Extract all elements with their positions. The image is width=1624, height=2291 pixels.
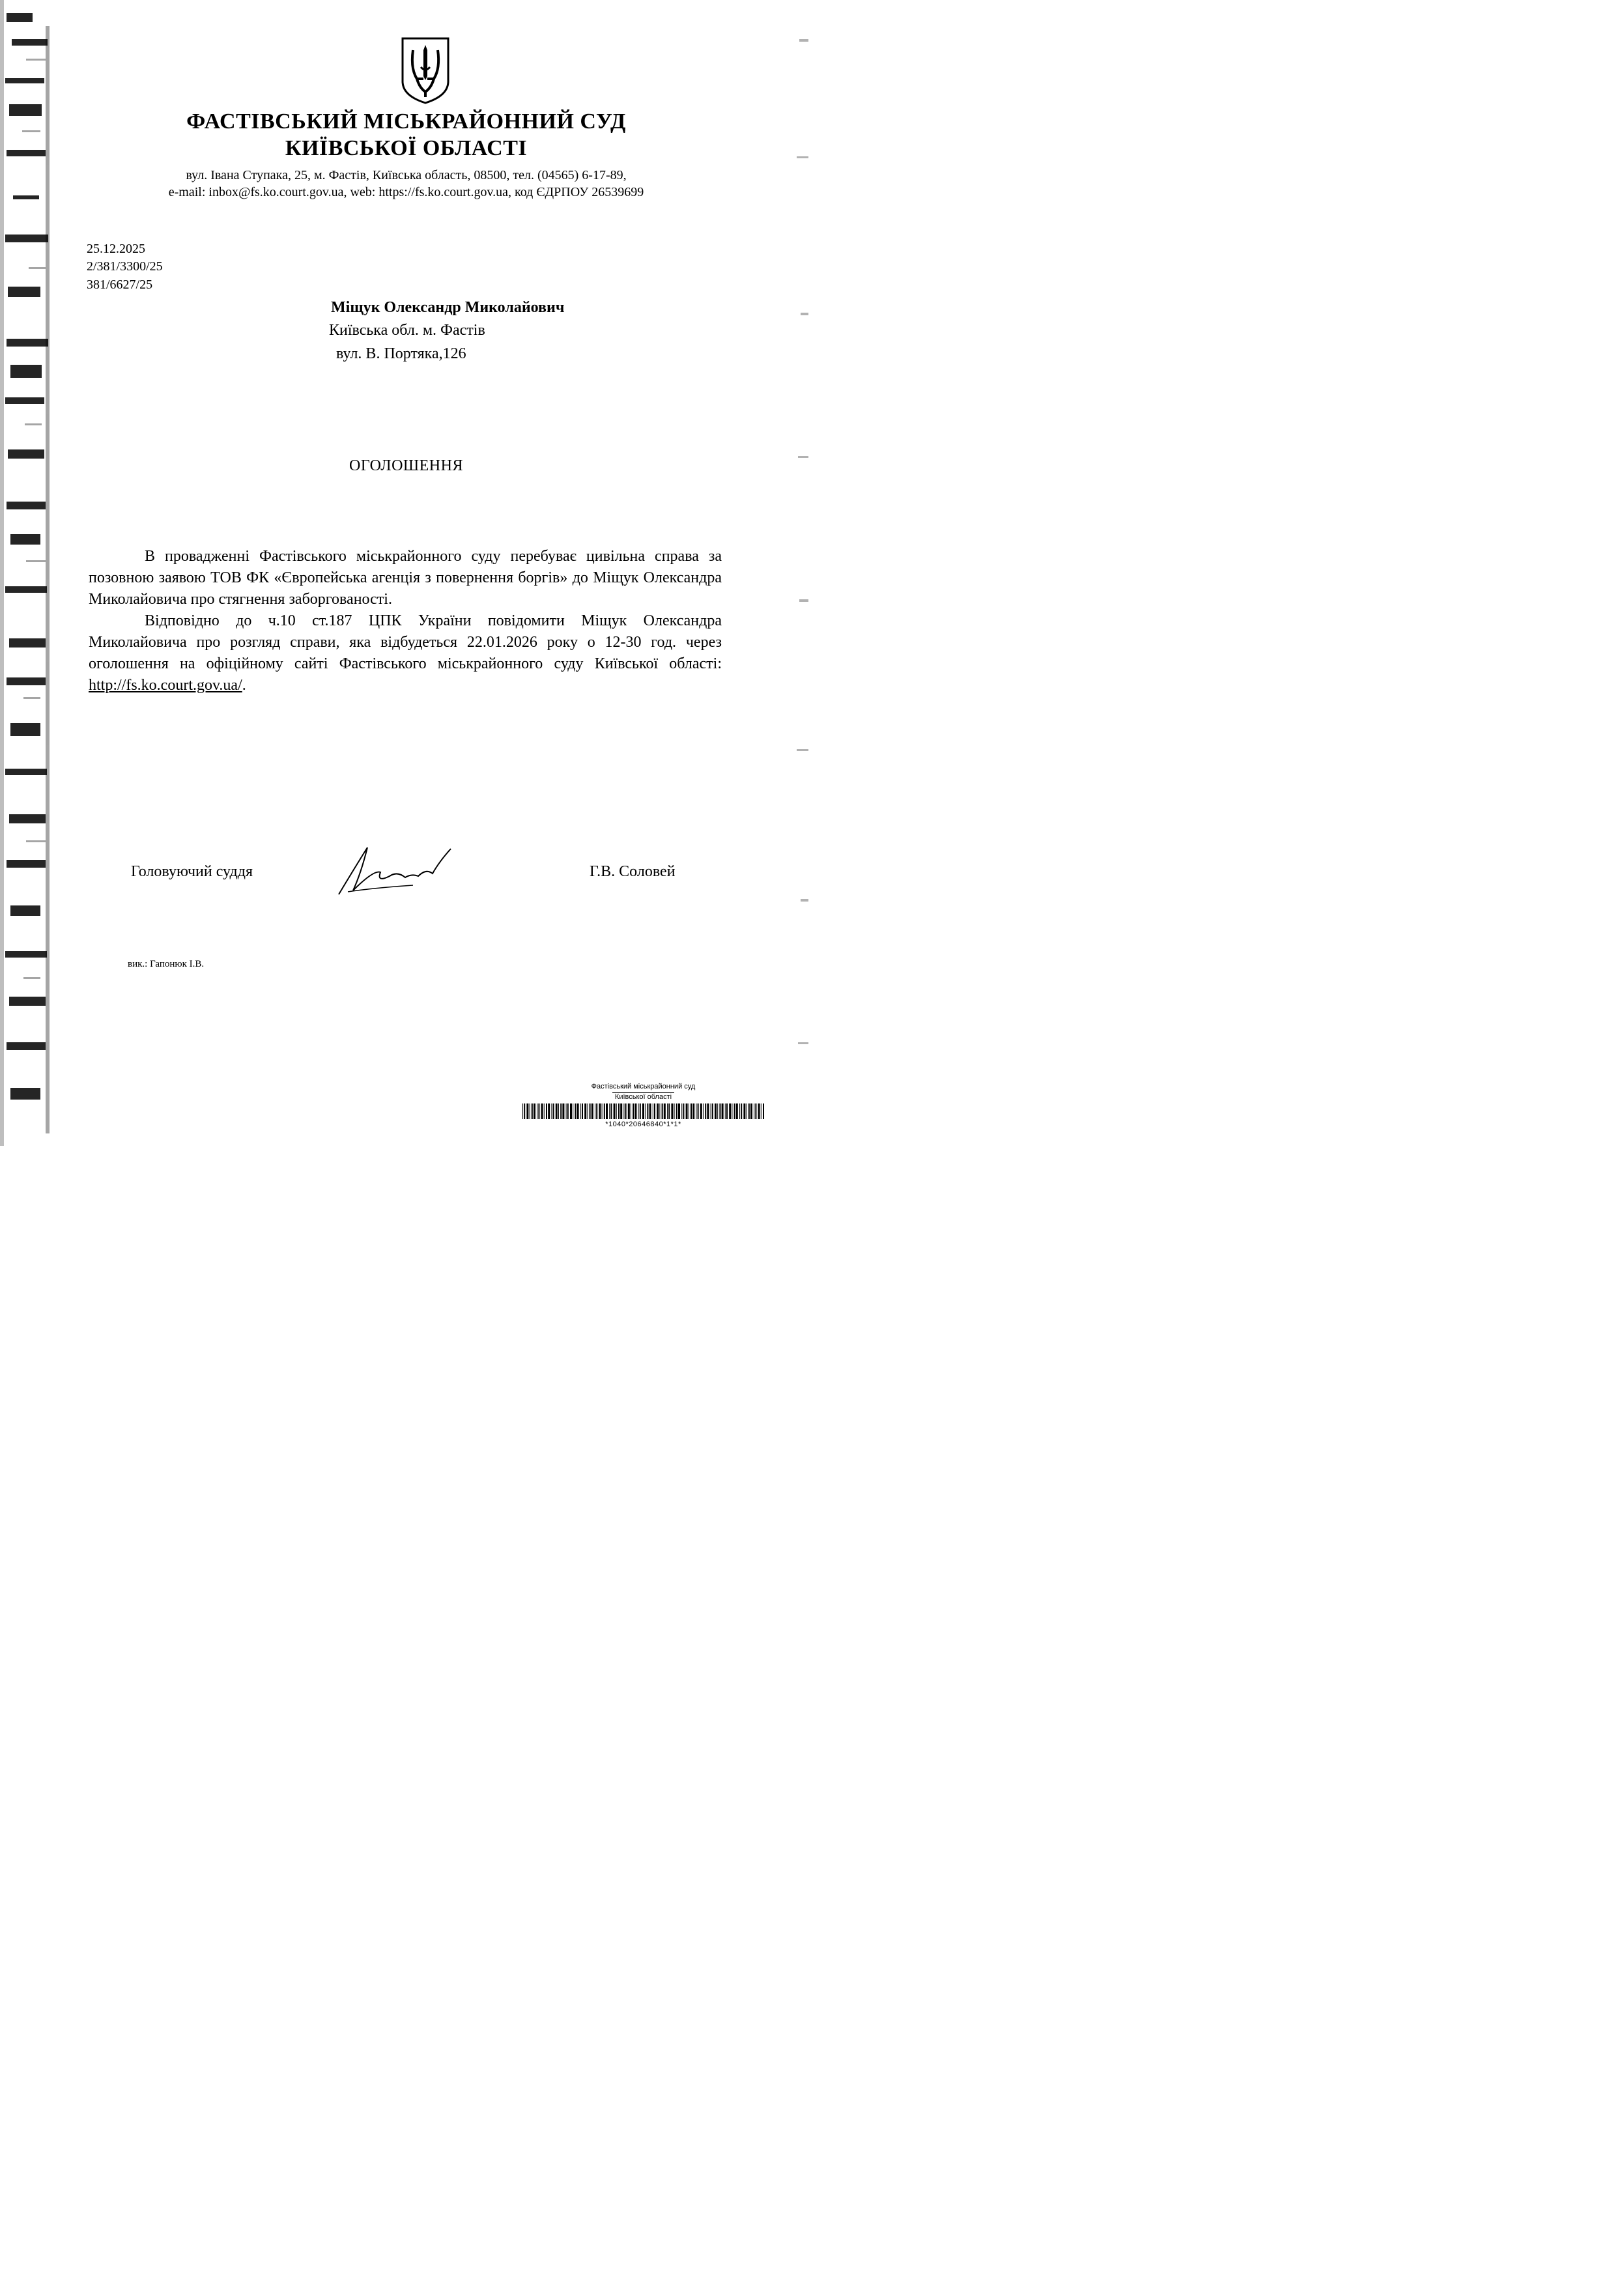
stamp-region: Київської області [612,1092,674,1101]
court-address: вул. Івана Ступака, 25, м. Фастів, Київська область, 08500, тел. (04565) 6-17-89, [186,168,627,182]
document-title: ОГОЛОШЕННЯ [349,457,463,474]
judge-name: Г.В. Соловей [590,863,676,880]
paragraph-notice-end: . [242,677,246,694]
paragraph-notice [89,610,722,696]
coat-of-arms-icon [400,36,451,106]
reference-number: 381/6627/25 [87,277,153,292]
court-contacts: e-mail: inbox@fs.ko.court.gov.ua, web: https://fs.ko.court.gov.ua, код ЄДРПОУ 26539699 [168,185,644,199]
registry-stamp [521,1083,765,1128]
court-name-line1: ФАСТІВСЬКИЙ МІСЬКРАЙОННИЙ СУД [186,109,626,134]
barcode-icon [521,1103,765,1119]
signature-role: Головуючий суддя [131,863,253,880]
announcement-body [89,546,722,696]
paragraph-case: В провадженні Фастівського міськрайонного суду перебуває цивільна справа за позовною заявою ТОВ ФК «Європейська агенція з повернення боргів» до Міщук Олександра Миколайовича про стягнення заборгованості. [89,548,722,608]
document-date: 25.12.2025 [87,242,145,256]
stamp-court-name: Фастівський міськрайонний суд [591,1083,696,1090]
court-website-link[interactable]: http://fs.ko.court.gov.ua/ [89,677,242,694]
stamp-barcode-number: *1040*20646840*1*1* [605,1120,681,1128]
recipient-name: Міщук Олександр Миколайович [331,299,565,316]
court-name-line2: КИЇВСЬКОЇ ОБЛАСТІ [285,136,528,160]
case-number: 2/381/3300/25 [87,259,163,274]
handwritten-signature [335,842,459,898]
recipient-street: вул. В. Портяка,126 [336,345,466,362]
paragraph-notice-text: Відповідно до ч.10 ст.187 ЦПК України повідомити Міщук Олександра Миколайовича про розгляд справи, яка відбудеться 22.01.2026 року о 12-30 год. через оголошення на офіційному сайті Фастівського міськрайонного суду Київської області: [89,612,722,672]
executor-name: вик.: Гапонюк І.В. [128,959,205,969]
recipient-region: Київська обл. м. Фастів [329,322,485,339]
